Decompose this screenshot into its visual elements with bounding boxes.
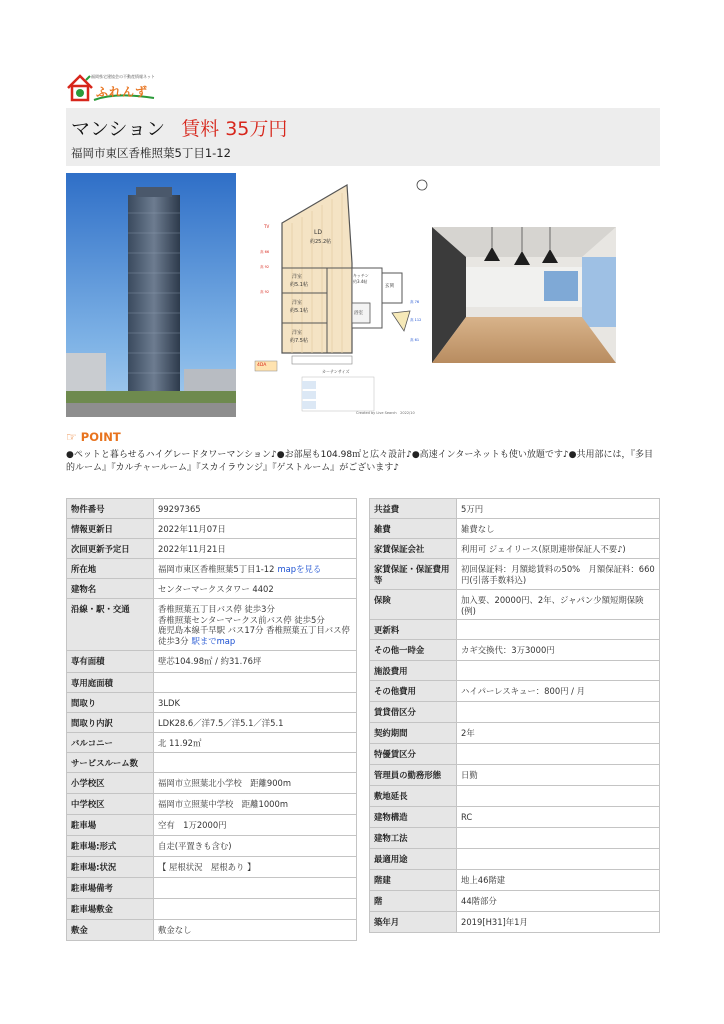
right_table-row — [370, 828, 660, 849]
row-label: 情報更新日 — [67, 519, 154, 539]
row-value — [154, 519, 357, 539]
left_table-row — [67, 773, 357, 794]
logo-brand-name: ふれんず — [96, 85, 149, 99]
svg-text:高 61: 高 61 — [410, 338, 420, 342]
row-value — [457, 870, 660, 891]
row-value — [457, 807, 660, 828]
left_table-row — [67, 519, 357, 539]
row-value-text: 日勤 — [461, 770, 478, 780]
rent-price: 賃料 35万円 — [181, 118, 288, 140]
left_table-row — [67, 857, 357, 878]
row-value — [457, 744, 660, 765]
row-label: 建物名 — [67, 579, 154, 599]
row-value-text: 壁芯104.98㎡ / 約31.76坪 — [158, 656, 262, 666]
right_table-row — [370, 539, 660, 559]
property-address: 福岡市東区香椎照葉5丁目1-12 — [71, 146, 231, 160]
svg-text:高 92: 高 92 — [260, 290, 270, 294]
row-value — [154, 753, 357, 773]
row-value — [457, 519, 660, 539]
row-value — [154, 899, 357, 920]
row-value — [154, 499, 357, 519]
row-value — [457, 702, 660, 723]
row-value-text: 香椎照葉センターマークス前バス停 徒歩5分 — [158, 614, 325, 625]
row-label: 契約期間 — [370, 723, 457, 744]
svg-text:高 92: 高 92 — [260, 265, 270, 269]
row-value-text: センターマークスタワー 4402 — [158, 584, 274, 594]
row-value — [457, 765, 660, 786]
row-value — [154, 815, 357, 836]
row-label: 特優賃区分 — [370, 744, 457, 765]
floorplan-room3-label: 洋室 — [292, 330, 303, 336]
row-label: 専有面積 — [67, 651, 154, 673]
row-value — [457, 539, 660, 559]
map-link[interactable]: 駅までmap — [191, 635, 236, 646]
right_table-row — [370, 519, 660, 539]
right_table-row — [370, 744, 660, 765]
row-label: 賃貸借区分 — [370, 702, 457, 723]
row-value — [154, 733, 357, 753]
building-photo[interactable] — [66, 173, 236, 417]
row-label: 物件番号 — [67, 499, 154, 519]
row-label: 管理員の勤務形態 — [370, 765, 457, 786]
left_table-row — [67, 794, 357, 815]
row-value-text: 2022年11月07日 — [158, 524, 226, 534]
logo-tagline: 福岡県宅建協会の不動産情報ネット — [91, 74, 155, 79]
left_table-row — [67, 693, 357, 713]
row-value-text: 福岡市立照葉中学校 距離1000m — [158, 799, 288, 809]
left_table-row — [67, 713, 357, 733]
row-label: 雑費 — [370, 519, 457, 539]
row-value-text: 3LDK — [158, 698, 180, 708]
row-value — [457, 849, 660, 870]
left_table-row — [67, 920, 357, 941]
floorplan-kitchen-label: キッチン — [353, 273, 369, 278]
svg-text:高 66: 高 66 — [260, 250, 270, 254]
row-label: 最適用途 — [370, 849, 457, 870]
row-value-text: 初回保証料：月額総賃料の50% 月額保証料：660円(引落手数料込) — [461, 564, 655, 585]
row-value — [154, 920, 357, 941]
row-value-text: 5万円 — [461, 504, 484, 514]
row-value-text: ハイパーレスキュー：800円 / 月 — [461, 686, 586, 696]
row-value-text: 利用可 ジェイリース(原則連帯保証人不要♪) — [461, 544, 626, 554]
row-value-text: 空有 1万2000円 — [158, 820, 227, 830]
row-value — [457, 620, 660, 640]
right_table-row — [370, 640, 660, 661]
left_table-row — [67, 499, 357, 519]
row-value — [154, 773, 357, 794]
row-label: 敷地延長 — [370, 786, 457, 807]
map-link[interactable]: mapを見る — [277, 564, 322, 574]
left_table-row — [67, 899, 357, 920]
row-value-text: 2年 — [461, 728, 475, 738]
point-heading-text: POINT — [80, 430, 121, 444]
row-value-text: 北 11.92㎡ — [158, 738, 202, 748]
row-value — [457, 640, 660, 661]
row-value-text: LDK28.6／洋7.5／洋5.1／洋5.1 — [158, 718, 284, 728]
page-title — [71, 114, 287, 141]
right_table-row — [370, 723, 660, 744]
row-label: 駐車場 — [67, 815, 154, 836]
svg-text:高 76: 高 76 — [410, 300, 420, 304]
row-value-text: 鹿児島本線千早駅 バス17分 香椎照葉五丁目バス停 徒歩3分 — [158, 625, 350, 646]
floorplan-ld-label: LD — [314, 229, 322, 236]
row-value-text: 2019[H31]年1月 — [461, 917, 528, 927]
row-label: 施設費用 — [370, 661, 457, 681]
row-label: 所在地 — [67, 559, 154, 579]
row-value-text: 加入要、20000円、2年、ジャパン少額短期保険(例) — [461, 595, 644, 616]
floorplan-ld-size: 約25.2帖 — [310, 239, 332, 245]
row-label: その他一時金 — [370, 640, 457, 661]
row-label: 敷金 — [67, 920, 154, 941]
row-label: 次回更新予定日 — [67, 539, 154, 559]
row-value — [154, 599, 357, 651]
floorplan-room2-label: 洋室 — [292, 300, 303, 306]
row-label: 間取り — [67, 693, 154, 713]
row-value — [154, 836, 357, 857]
row-label: サービスルーム数 — [67, 753, 154, 773]
row-label: 階 — [370, 891, 457, 912]
floorplan-bath-label: 浴室 — [354, 311, 363, 316]
right_table-row — [370, 765, 660, 786]
right_table-row — [370, 681, 660, 702]
floorplan-image[interactable] — [252, 173, 430, 417]
right_table-row — [370, 620, 660, 640]
property-details-table-left — [66, 498, 357, 941]
row-value — [154, 579, 357, 599]
point-description: ●ペットと暮らせるハイグレードタワーマンション♪●お部屋も104.98㎡と広々設計♪●高速インターネットも使い放題です♪●共用部には，『多目的ルーム』『カルチャールーム』『スカイラウンジ』『ゲストルーム』がございます♪ — [66, 450, 653, 473]
floorplan-tag: 4DA — [257, 363, 267, 368]
right_table-row — [370, 807, 660, 828]
row-value — [154, 878, 357, 899]
interior-photo[interactable] — [432, 227, 616, 363]
left_table-row — [67, 733, 357, 753]
right_table-row — [370, 559, 660, 590]
row-value-text: 福岡市東区香椎照葉5丁目1-12 — [158, 564, 275, 574]
left_table-row — [67, 579, 357, 599]
floorplan-kitchen-size: 約3.4帖 — [353, 279, 368, 284]
left_table-row — [67, 651, 357, 673]
row-value — [457, 499, 660, 519]
row-label: 小学校区 — [67, 773, 154, 794]
row-value-text: 地上46階建 — [461, 875, 506, 885]
floorplan-credit: Created by Live Search 2022/10 — [356, 411, 415, 415]
row-label: 沿線・駅・交通 — [67, 599, 154, 651]
left_table-row — [67, 599, 357, 651]
left_table-row — [67, 673, 357, 693]
row-value — [457, 590, 660, 620]
row-label: 間取り内訳 — [67, 713, 154, 733]
left_table-row — [67, 815, 357, 836]
left_table-row — [67, 836, 357, 857]
row-label: 築年月 — [370, 912, 457, 933]
row-label: 家賃保証・保証費用等 — [370, 559, 457, 590]
right_table-row — [370, 590, 660, 620]
right_table-row — [370, 891, 660, 912]
row-value — [154, 693, 357, 713]
row-value — [457, 661, 660, 681]
svg-text:高 112: 高 112 — [410, 318, 422, 322]
point-heading — [66, 430, 121, 444]
row-value-text: 敷金なし — [158, 925, 192, 935]
floorplan-room1-size: 約5.1帖 — [290, 282, 308, 288]
right_table-row — [370, 870, 660, 891]
row-label: 建物構造 — [370, 807, 457, 828]
floorplan-curtain-label: カーテンサイズ — [322, 369, 350, 374]
svg-text:TV: TV — [264, 224, 270, 229]
row-value — [154, 713, 357, 733]
pointing-hand-icon: ☞ — [66, 430, 77, 444]
row-label: 専用庭面積 — [67, 673, 154, 693]
row-label: バルコニー — [67, 733, 154, 753]
row-value-text: 自走(平置きも含む) — [158, 841, 232, 851]
right_table-row — [370, 702, 660, 723]
left_table-row — [67, 539, 357, 559]
row-label: 家賃保証会社 — [370, 539, 457, 559]
row-label: 駐車場:形式 — [67, 836, 154, 857]
left_table-row — [67, 559, 357, 579]
row-label: 建物工法 — [370, 828, 457, 849]
row-label: 駐車場:状況 — [67, 857, 154, 878]
row-value — [154, 794, 357, 815]
row-value — [154, 539, 357, 559]
row-value-text: 44階部分 — [461, 896, 497, 906]
floorplan-room1-label: 洋室 — [292, 274, 303, 280]
row-value — [457, 681, 660, 702]
row-value — [457, 786, 660, 807]
row-value-text: 雑費なし — [461, 524, 495, 534]
right_table-row — [370, 661, 660, 681]
floorplan-room2-size: 約5.1帖 — [290, 308, 308, 314]
row-value — [154, 857, 357, 878]
right_table-row — [370, 912, 660, 933]
right_table-row — [370, 849, 660, 870]
right_table-row — [370, 786, 660, 807]
floorplan-room3-size: 約7.5帖 — [290, 338, 308, 344]
row-label: 中学校区 — [67, 794, 154, 815]
row-label: 共益費 — [370, 499, 457, 519]
title-box — [66, 108, 660, 166]
row-value — [457, 723, 660, 744]
row-label: 駐車場敷金 — [67, 899, 154, 920]
row-label: その他費用 — [370, 681, 457, 702]
row-label: 更新料 — [370, 620, 457, 640]
left_table-row — [67, 753, 357, 773]
row-value — [457, 912, 660, 933]
row-value-text: 2022年11月21日 — [158, 544, 226, 554]
row-value — [457, 891, 660, 912]
row-value — [154, 559, 357, 579]
left_table-row — [67, 878, 357, 899]
property-details-table-right — [369, 498, 660, 933]
floorplan-drawing — [252, 173, 430, 417]
row-label: 駐車場備考 — [67, 878, 154, 899]
row-value-text: RC — [461, 812, 473, 822]
row-value — [457, 828, 660, 849]
row-value — [154, 651, 357, 673]
row-label: 保険 — [370, 590, 457, 620]
right_table-row — [370, 499, 660, 519]
row-value-text: 香椎照葉五丁目バス停 徒歩3分 — [158, 604, 275, 614]
row-value-text: 99297365 — [158, 504, 201, 514]
row-label: 階建 — [370, 870, 457, 891]
row-value-text: 福岡市立照葉北小学校 距離900m — [158, 778, 292, 788]
property-type: マンション — [71, 118, 166, 140]
row-value-text: カギ交換代：3万3000円 — [461, 645, 555, 655]
row-value-text: 【 屋根状況 屋根あり 】 — [158, 862, 256, 872]
row-value — [457, 559, 660, 590]
floorplan-entrance-label: 玄関 — [385, 284, 394, 289]
row-value — [154, 673, 357, 693]
